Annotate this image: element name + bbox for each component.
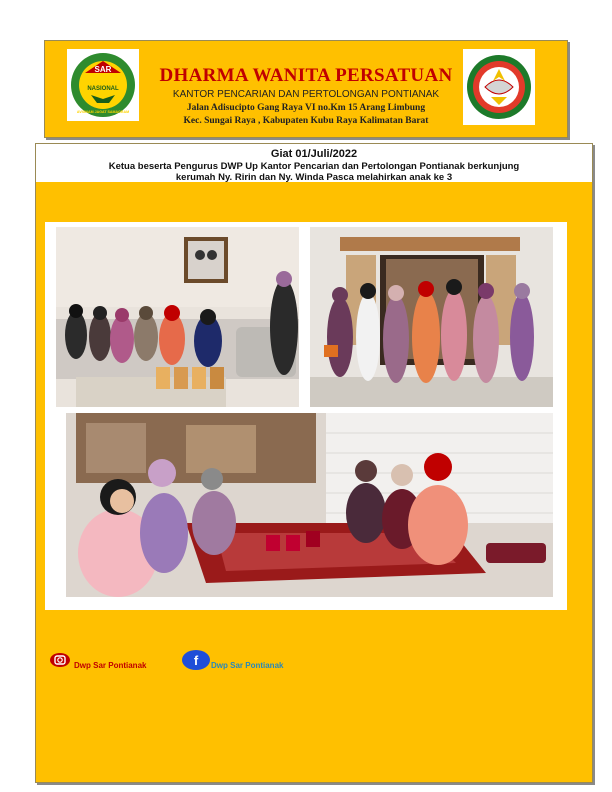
caption-line-1: Ketua beserta Pengurus DWP Up Kantor Pencarian dan Pertolongan Pontianak berkunjung [108,161,520,172]
letterhead [44,40,568,138]
photo-group-sitting-on-carpet [66,413,553,597]
sar-logo-bottom-text: AVIGNAM JAGAT SAMAGRAM [76,110,130,114]
caption-line-2: kerumah Ny. Ririn dan Ny. Winda Pasca melahirkan anak ke 3 [175,172,453,183]
sar-logo-middle-text: NASIONAL [87,86,119,92]
address-line-2: Kec. Sungai Raya , Kabupaten Kubu Raya Kalimatan Barat [183,116,429,126]
caption-box [36,144,592,182]
org-title: DHARMA WANITA PERSATUAN [159,65,453,86]
instagram-label: Dwp Sar Pontianak [74,661,147,670]
facebook-label: Dwp Sar Pontianak [211,661,284,670]
facebook-glyph: f [193,652,199,668]
instagram-handle[interactable] [50,649,146,670]
instagram-icon [50,653,70,667]
photo-group-sitting-on-sofa [56,227,299,407]
sar-logo-top-text: SAR [94,65,112,74]
address-line-1: Jalan Adisucipto Gang Raya VI no.Km 15 Arang Limbung [186,103,426,113]
activity-date: Giat 01/Juli/2022 [270,148,358,160]
dharma-wanita-logo [463,49,535,125]
org-subtitle: KANTOR PENCARIAN DAN PERTOLONGAN PONTIANAK [172,89,440,100]
facebook-icon [182,650,210,670]
content-panel [35,143,593,783]
photo-group-standing-at-door [310,227,553,407]
facebook-handle[interactable] [182,649,283,670]
photo-collage [45,222,567,610]
